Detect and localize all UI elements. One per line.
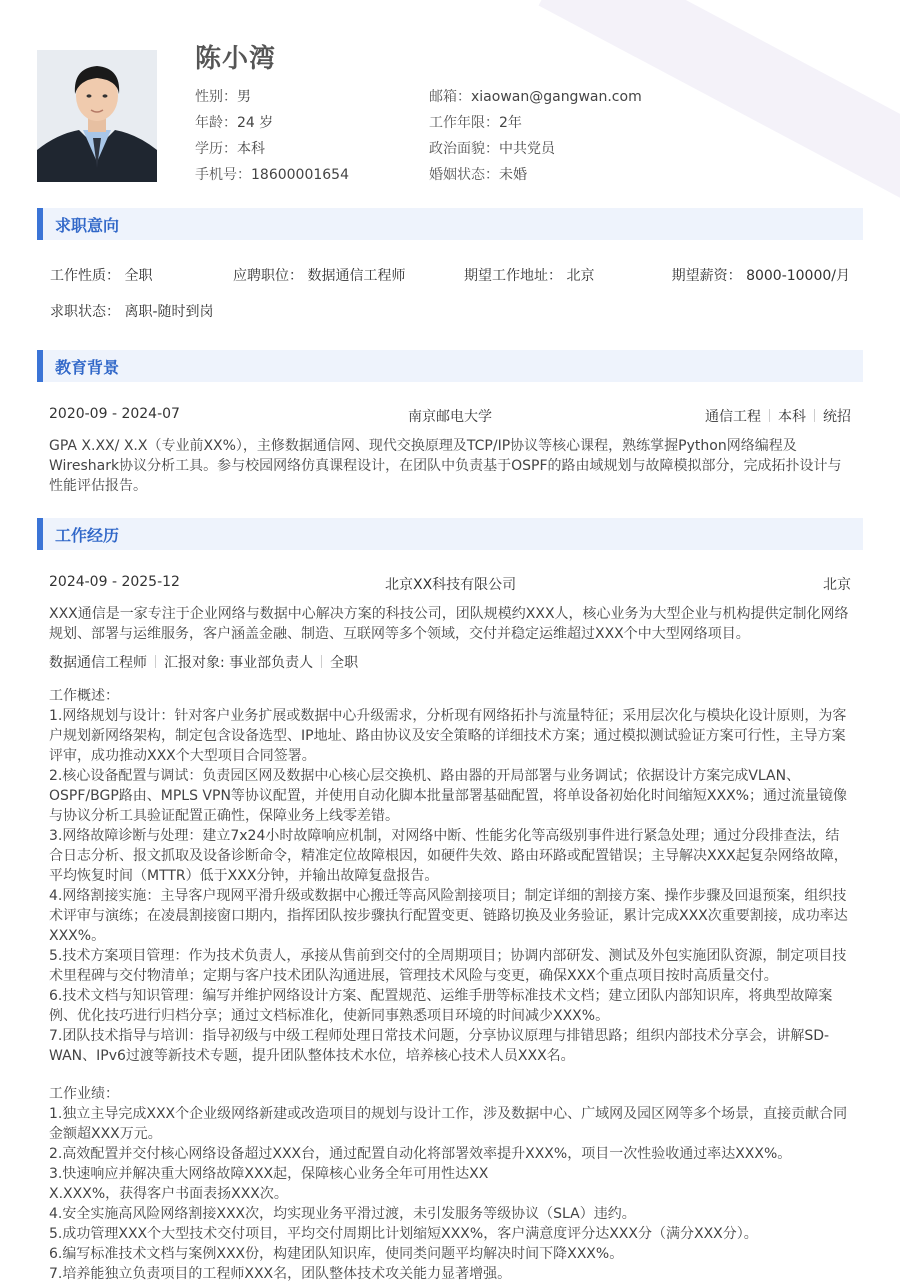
work-report-to: 汇报对象: 事业部负责人 xyxy=(164,655,314,671)
candidate-name: 陈小湾 xyxy=(195,44,277,74)
section-title: 工作经历 xyxy=(55,526,120,545)
achievement-item: 4.安全实施高风险网络割接XXX次，均实现业务平滑过渡，未引发服务等级协议（SLA）违约。 xyxy=(49,1206,636,1222)
intent-salary: 期望薪资： 8000-10000/月 xyxy=(671,268,850,284)
work-period: 2024-09 - 2025-12 xyxy=(49,574,180,590)
info-marital: 婚姻状态：未婚 xyxy=(429,167,527,183)
achievement-item: 2.高效配置并交付核心网络设备超过XXX台，通过配置自动化将部署效率提升XXX%，项目一次性验收通过率达XXX%。 xyxy=(49,1146,792,1162)
section-title: 求职意向 xyxy=(55,216,120,235)
section-title: 教育背景 xyxy=(55,358,120,377)
info-phone: 手机号：18600001654 xyxy=(195,167,349,183)
overview-item: 3.网络故障诊断与处理：建立7x24小时故障响应机制，对网络中断、性能劣化等高级别事件进行紧急处理；通过分段排查法，结合日志分析、报文抓取及设备诊断命令，精准定位故障根因，如硬件失效、路由环路或配置错误；主导解决XXX起复杂网络故障，平均恢复时间（MTTR）低于XXX分钟，并输出故障复盘报告。 xyxy=(49,828,848,884)
section-accent-bar xyxy=(37,208,43,240)
achievements-title: 工作业绩： xyxy=(49,1086,119,1102)
intent-location: 期望工作地址： 北京 xyxy=(464,268,595,284)
work-overview xyxy=(49,686,853,1066)
overview-item: 7.团队技术指导与培训：指导初级与中级工程师处理日常技术问题，分享协议原理与排错思路；组织内部技术分享会，讲解SD-WAN、IPv6过渡等新技术专题，提升团队整体技术水位，培养核心技术人员XXX名。 xyxy=(49,1028,830,1064)
overview-item: 6.技术文档与知识管理：编写并维护网络设计方案、配置规范、运维手册等标准技术文档；建立团队内部知识库，将典型故障案例、优化技巧进行归档分享；通过文档标准化，使新同事熟悉项目环境的时间减少XXX%。 xyxy=(49,988,833,1024)
overview-title: 工作概述： xyxy=(49,688,119,704)
achievement-item: 3.快速响应并解决重大网络故障XXX起，保障核心业务全年可用性达XX xyxy=(49,1166,489,1182)
info-email: 邮箱：xiaowan@gangwan.com xyxy=(429,89,642,105)
work-role: 数据通信工程师 xyxy=(49,655,147,671)
education-tags xyxy=(705,406,851,426)
achievement-item: X.XXX%，获得客户书面表扬XXX次。 xyxy=(49,1186,288,1202)
overview-item: 5.技术方案项目管理：作为技术负责人，承接从售前到交付的全周期项目；协调内部研发、测试及外包实施团队资源，制定项目技术里程碑与交付物清单；定期与客户技术团队沟通进展，管理技术风险与变更，确保XXX个重点项目按时高质量交付。 xyxy=(49,948,847,984)
work-city: 北京 xyxy=(823,577,851,593)
work-achievements xyxy=(49,1084,853,1284)
education-period: 2020-09 - 2024-07 xyxy=(49,406,180,422)
intent-status: 求职状态： 离职-随时到岗 xyxy=(50,304,214,320)
work-company: 北京XX科技有限公司 xyxy=(385,577,517,593)
intent-position: 应聘职位： 数据通信工程师 xyxy=(233,268,406,284)
section-intent-header xyxy=(37,208,863,240)
education-major: 通信工程 xyxy=(705,409,761,425)
achievement-item: 5.成功管理XXX个大型技术交付项目，平均交付周期比计划缩短XXX%，客户满意度评分达XXX分（满分XXX分）。 xyxy=(49,1226,758,1242)
education-degree: 本科 xyxy=(778,409,806,425)
education-school: 南京邮电大学 xyxy=(408,409,492,425)
section-accent-bar xyxy=(37,518,43,550)
info-age: 年龄：24 岁 xyxy=(195,115,274,131)
section-work-header xyxy=(37,518,863,550)
profile-photo xyxy=(37,50,157,182)
section-accent-bar xyxy=(37,350,43,382)
section-education-header xyxy=(37,350,863,382)
info-political: 政治面貌：中共党员 xyxy=(429,141,555,157)
info-work-years: 工作年限：2年 xyxy=(429,115,522,131)
overview-item: 1.网络规划与设计：针对客户业务扩展或数据中心升级需求，分析现有网络拓扑与流量特征；采用层次化与模块化设计原则，为客户规划新网络架构，制定包含设备选型、IP地址、路由协议及安全策略的详细技术方案；通过模拟测试验证方案可行性，主导方案评审，成功推动XXX个大型项目合同签署。 xyxy=(49,708,847,764)
info-education: 学历：本科 xyxy=(195,141,265,157)
work-tags xyxy=(49,652,358,672)
overview-item: 4.网络割接实施：主导客户现网平滑升级或数据中心搬迁等高风险割接项目；制定详细的割接方案、操作步骤及回退预案，组织技术评审与演练；在凌晨割接窗口期内，指挥团队按步骤执行配置变更、链路切换及业务验证，累计完成XXX次重要割接，成功率达XXX%。 xyxy=(49,888,848,944)
work-company-description: XXX通信是一家专注于企业网络与数据中心解决方案的科技公司，团队规模约XXX人，核心业务为大型企业与机构提供定制化网络规划、部署与运维服务，客户涵盖金融、制造、互联网等多个领域，交付并稳定运维超过XXX个中大型网络项目。 xyxy=(49,606,849,642)
info-gender: 性别：男 xyxy=(195,89,251,105)
achievement-item: 7.培养能独立负责项目的工程师XXX名，团队整体技术攻关能力显著增强。 xyxy=(49,1266,512,1282)
intent-type: 工作性质： 全职 xyxy=(50,268,153,284)
education-description: GPA X.XX/ X.X（专业前XX%），主修数据通信网、现代交换原理及TCP/IP协议等核心课程，熟练掌握Python网络编程及Wireshark协议分析工具。参与校园网络仿真课程设计，在团队中负责基于OSPF的路由域规划与故障模拟部分，完成拓扑设计与性能评估报告。 xyxy=(49,438,842,494)
overview-item: 2.核心设备配置与调试：负责园区网及数据中心核心层交换机、路由器的开局部署与业务调试；依据设计方案完成VLAN、OSPF/BGP路由、MPLS VPN等协议配置，并使用自动化脚本批量部署基础配置，将单设备初始化时间缩短XXX%；通过流量镜像与协议分析工具验证配置正确性，保障业务上线零差错。 xyxy=(49,768,847,824)
profile-header xyxy=(37,38,867,188)
achievement-item: 6.编写标准技术文档与案例XXX份，构建团队知识库，使同类问题平均解决时间下降XXX%。 xyxy=(49,1246,624,1262)
education-mode: 统招 xyxy=(823,409,851,425)
work-job-type: 全职 xyxy=(330,655,359,671)
achievement-item: 1.独立主导完成XXX个企业级网络新建或改造项目的规划与设计工作，涉及数据中心、广域网及园区网等多个场景，直接贡献合同金额超XXX万元。 xyxy=(49,1106,848,1142)
